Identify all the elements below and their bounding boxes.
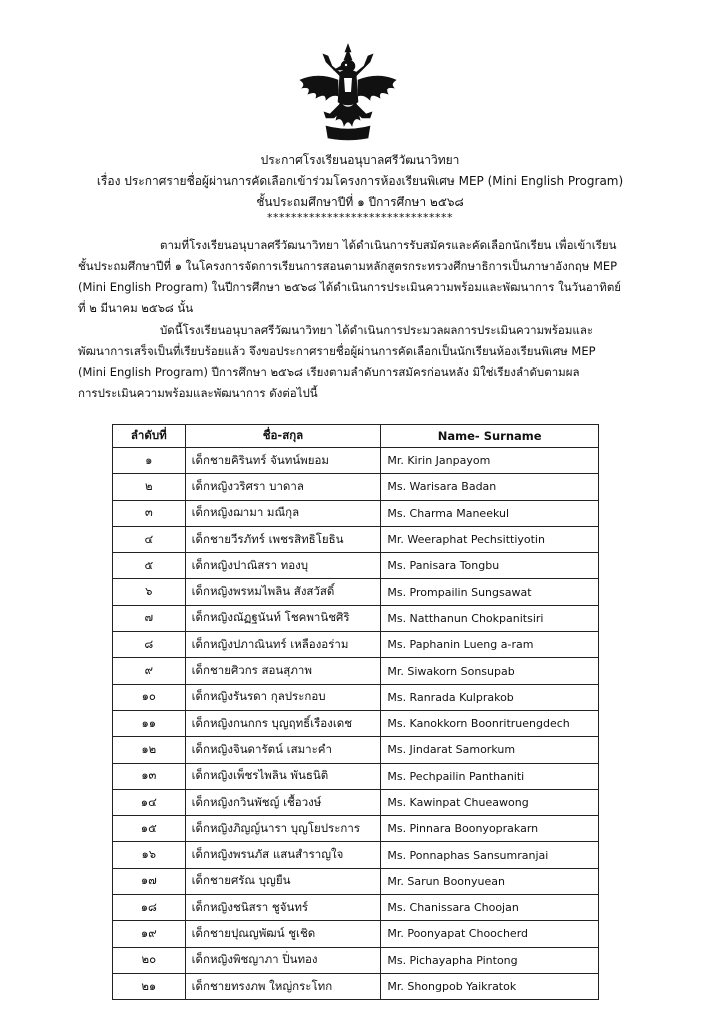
row-number: ๒๐ [113, 947, 186, 973]
row-number: ๑๕ [113, 816, 186, 842]
paragraph-line: (Mini English Program) ปีการศึกษา ๒๕๖๘ เรียงตามลำดับการสมัครก่อนหลัง มิใช่เรียงลำดับตามผล [78, 365, 580, 379]
paragraph-line: พัฒนาการเสร็จเป็นที่เรียบร้อยแล้ว จึงขอประกาศรายชื่อผู้ผ่านการคัดเลือกเป็นนักเรียนห้องเรียนพิเศษ MEP [78, 344, 596, 358]
english-name-cell: Mr. Sarun Boonyuean [381, 868, 599, 894]
row-number: ๑๒ [113, 737, 186, 763]
english-name-cell: Ms. Natthanun Chokpanitsiri [381, 605, 599, 631]
thai-name-cell: เด็กหญิงเพ็ชรไพลิน พันธนิติ [185, 763, 381, 789]
table-header-row [113, 425, 599, 448]
paragraph-2 [78, 320, 640, 404]
table-row [113, 895, 599, 921]
thai-name-cell: เด็กหญิงพรนภัส แสนสำราญใจ [185, 842, 381, 868]
row-number: ๑๐ [113, 684, 186, 710]
thai-name-cell: เด็กหญิงพิชญาภา ปิ่นทอง [185, 947, 381, 973]
paragraph-line: ชั้นประถมศึกษาปีที่ ๑ ในโครงการจัดการเรียนการสอนตามหลักสูตรกระทรวงศึกษาธิการเป็นภาษาอังกฤษ MEP [78, 259, 618, 273]
row-number: ๕ [113, 553, 186, 579]
english-name-cell: Mr. Weeraphat Pechsittiyotin [381, 526, 599, 552]
thai-name-cell: เด็กหญิงชนิสรา ชูจันทร์ [185, 895, 381, 921]
table-row [113, 605, 599, 631]
thai-name-cell: เด็กหญิงพรหมไพลิน สังสวัสดิ์ [185, 579, 381, 605]
paragraph-line: ตามที่โรงเรียนอนุบาลศรีวัฒนาวิทยา ได้ดำเนินการรับสมัครและคัดเลือกนักเรียน เพื่อเข้าเรียน [160, 238, 617, 252]
table-row [113, 632, 599, 658]
english-name-cell: Ms. Prompailin Sungsawat [381, 579, 599, 605]
paragraph-line: ที่ ๒ มีนาคม ๒๕๖๘ นั้น [78, 301, 194, 315]
row-number: ๑๓ [113, 763, 186, 789]
english-name-cell: Ms. Ponnaphas Sansumranjai [381, 842, 599, 868]
thai-name-cell: เด็กหญิงปาณิสรา ทองบุ [185, 553, 381, 579]
thai-name-cell: เด็กหญิงณัฏฐนันท์ โชคพานิชศิริ [185, 605, 381, 631]
row-number: ๑๔ [113, 789, 186, 815]
column-header-english-name: Name- Surname [381, 425, 599, 448]
table-row [113, 763, 599, 789]
table-row [113, 816, 599, 842]
student-list-table [112, 424, 599, 1000]
english-name-cell: Ms. Ranrada Kulprakob [381, 684, 599, 710]
table-row [113, 448, 599, 474]
thai-name-cell: เด็กชายวีรภัทร์ เพชรสิทธิโยธิน [185, 526, 381, 552]
paragraph-line: (Mini English Program) ในปีการศึกษา ๒๕๖๘ ได้ดำเนินการประเมินความพร้อมและพัฒนาการ ในวันอาทิตย์ [78, 280, 622, 294]
thai-name-cell: เด็กหญิงวริศรา บาดาล [185, 474, 381, 500]
table-row [113, 868, 599, 894]
announcement-title: ประกาศโรงเรียนอนุบาลศรีวัฒนาวิทยา [260, 153, 460, 167]
english-name-cell: Mr. Poonyapat Choocherd [381, 921, 599, 947]
table-row [113, 947, 599, 973]
english-name-cell: Ms. Chanissara Choojan [381, 895, 599, 921]
table-row [113, 658, 599, 684]
english-name-cell: Mr. Siwakorn Sonsupab [381, 658, 599, 684]
row-number: ๓ [113, 500, 186, 526]
thai-name-cell: เด็กชายศิวกร สอนสุภาพ [185, 658, 381, 684]
table-row [113, 553, 599, 579]
thai-name-cell: เด็กชายศรัณ บุญยืน [185, 868, 381, 894]
english-name-cell: Ms. Jindarat Samorkum [381, 737, 599, 763]
paragraph-line: การประเมินความพร้อมและพัฒนาการ ดังต่อไปนี้ [78, 386, 318, 400]
row-number: ๑๘ [113, 895, 186, 921]
announcement-grade-year: ชั้นประถมศึกษาปีที่ ๑ ปีการศึกษา ๒๕๖๘ [256, 195, 464, 209]
column-header-order: ลำดับที่ [113, 425, 186, 448]
english-name-cell: Ms. Paphanin Lueng a-ram [381, 632, 599, 658]
table-row [113, 737, 599, 763]
english-name-cell: Ms. Kanokkorn Boonritruengdech [381, 710, 599, 736]
table-row [113, 973, 599, 999]
english-name-cell: Ms. Pinnara Boonyoprakarn [381, 816, 599, 842]
english-name-cell: Ms. Pechpailin Panthaniti [381, 763, 599, 789]
english-name-cell: Mr. Shongpob Yaikratok [381, 973, 599, 999]
table-row [113, 684, 599, 710]
thai-name-cell: เด็กชายปุณญพัฒน์ ชูเชิด [185, 921, 381, 947]
table-row [113, 789, 599, 815]
table-row [113, 579, 599, 605]
column-header-thai-name: ชื่อ-สกุล [185, 425, 381, 448]
table-row [113, 500, 599, 526]
garuda-emblem-icon [296, 42, 400, 142]
table-row [113, 474, 599, 500]
row-number: ๑๗ [113, 868, 186, 894]
row-number: ๘ [113, 632, 186, 658]
paragraph-line: บัดนี้โรงเรียนอนุบาลศรีวัฒนาวิทยา ได้ดำเนินการประมวลผลการประเมินความพร้อมและ [160, 323, 594, 337]
english-name-cell: Ms. Kawinpat Chueawong [381, 789, 599, 815]
row-number: ๑๖ [113, 842, 186, 868]
thai-name-cell: เด็กชายทรงภพ ใหญ่กระโทก [185, 973, 381, 999]
row-number: ๗ [113, 605, 186, 631]
thai-name-cell: เด็กชายคิรินทร์ จันทน์พยอม [185, 448, 381, 474]
english-name-cell: Ms. Warisara Badan [381, 474, 599, 500]
thai-name-cell: เด็กหญิงจินดารัตน์ เสมาะคำ [185, 737, 381, 763]
row-number: ๑ [113, 448, 186, 474]
row-number: ๑๑ [113, 710, 186, 736]
paragraph-1 [78, 235, 640, 319]
row-number: ๑๙ [113, 921, 186, 947]
thai-name-cell: เด็กหญิงภิญญ์นารา บุญโยประการ [185, 816, 381, 842]
thai-name-cell: เด็กหญิงรันรดา กุลประกอบ [185, 684, 381, 710]
row-number: ๒ [113, 474, 186, 500]
table-row [113, 710, 599, 736]
thai-name-cell: เด็กหญิงปภาณินทร์ เหลืองอร่าม [185, 632, 381, 658]
announcement-subject: เรื่อง ประกาศรายชื่อผู้ผ่านการคัดเลือกเข้าร่วมโครงการห้องเรียนพิเศษ MEP (Mini English Program) [96, 174, 624, 188]
thai-name-cell: เด็กหญิงกวินพัชญ์ เชื้อวงษ์ [185, 789, 381, 815]
table-row [113, 921, 599, 947]
row-number: ๙ [113, 658, 186, 684]
thai-name-cell: เด็กหญิงกนกกร บุญฤทธิ์เรืองเดช [185, 710, 381, 736]
table-row [113, 842, 599, 868]
english-name-cell: Ms. Charma Maneekul [381, 500, 599, 526]
english-name-cell: Ms. Panisara Tongbu [381, 553, 599, 579]
separator-line: ******************************* [267, 211, 453, 224]
english-name-cell: Mr. Kirin Janpayom [381, 448, 599, 474]
table-row [113, 526, 599, 552]
row-number: ๒๑ [113, 973, 186, 999]
english-name-cell: Ms. Pichayapha Pintong [381, 947, 599, 973]
row-number: ๔ [113, 526, 186, 552]
thai-name-cell: เด็กหญิงฌามา มณีกุล [185, 500, 381, 526]
row-number: ๖ [113, 579, 186, 605]
